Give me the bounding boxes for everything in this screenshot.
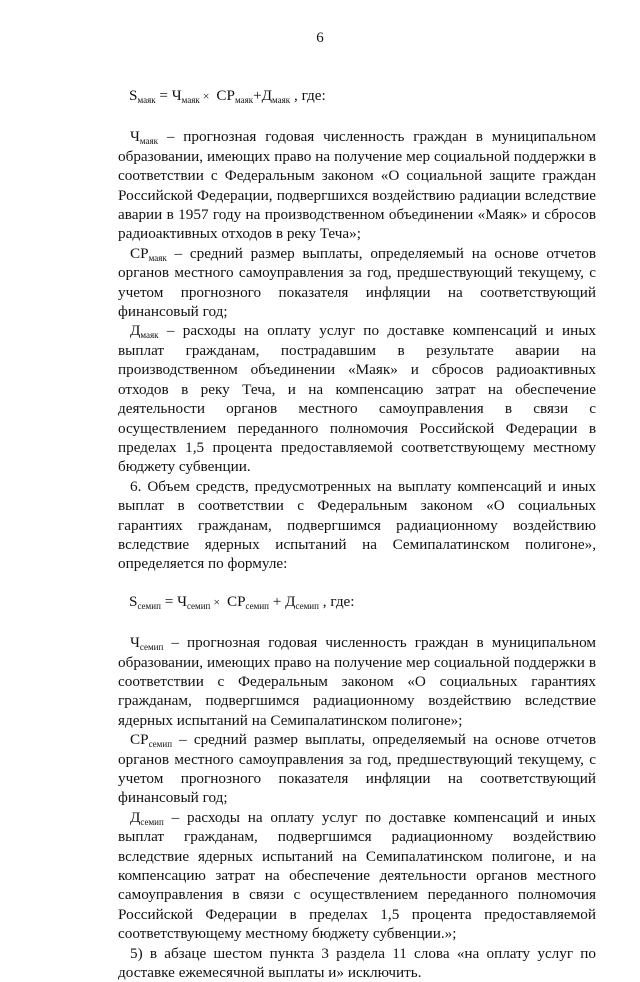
- definition-text: – средний размер выплаты, определяемый на основе отчетов органов местного самоуправления за год, предшествующий текущему, с учетом прогнозного показателя инфляции на соответствующий финансовый год;: [118, 731, 596, 807]
- definition-symbol-sub: маяк: [139, 136, 159, 147]
- formula-term3-sub: маяк: [272, 95, 291, 105]
- paragraph-item-6: 6. Объем средств, предусмотренных на выплату компенсаций и иных выплат в соответствии с Федеральным законом «О социальных гарантиях гражданам, подвергшимся радиационному воздействию вследствие ядерных испытаний на Семипалатинском полигоне», определяется по формуле:: [118, 477, 596, 573]
- formula-term1-sub: маяк: [181, 95, 200, 105]
- definition-symbol: Д: [130, 808, 141, 826]
- formula-term1-sub: семип: [186, 600, 211, 611]
- formula-plus: +: [253, 87, 262, 104]
- formula-eq: =: [160, 592, 178, 610]
- formula-term1: Ч: [177, 592, 187, 610]
- definition-symbol: Ч: [130, 128, 140, 146]
- definition-text: – средний размер выплаты, определяемый на основе отчетов органов местного самоуправления за год, предшествующий текущему, с учетом прогнозного показателя инфляции на соответствующий финансовый год;: [118, 244, 596, 321]
- formula-lhs-sub: маяк: [137, 95, 156, 105]
- formula-lhs: S: [129, 87, 138, 104]
- formula-lhs: S: [129, 592, 138, 610]
- definition-text: – расходы на оплату услуг по доставке компенсаций и иных выплат гражданам, пострадавшим в результате аварии на производственном объединении «Маяк» и сбросов радиоактивных отходов в реку Теча, и на компенсацию затрат на обеспечение деятельности органов местного самоуправления в связи с осуществлением переданного полномочия Российской Федерации в пределах 1,5 процента предоставляемой соответствующему местному бюджету субвенции.: [118, 322, 596, 476]
- definition-symbol-sub: маяк: [140, 330, 159, 341]
- paragraph-item-5: 5) в абзаце шестом пункта 3 раздела 11 слова «на оплату услуг по доставке ежемесячной выплаты и» исключить.: [118, 944, 596, 982]
- formula-semip: [129, 592, 596, 612]
- definition-symbol: СР: [130, 244, 149, 262]
- definition-symbol-sub: семип: [148, 739, 173, 750]
- definition-symbol-sub: семип: [139, 642, 164, 653]
- definition-text: – расходы на оплату услуг по доставке компенсаций и иных выплат гражданам, подвергшимся радиационному воздействию вследствие ядерных испытаний на Семипалатинском полигоне, и на компенсацию затрат на обеспечение деятельности органов местного самоуправления в связи с осуществлением переданного полномочия Российской Федерации в пределах 1,5 процента предоставляемой соответствующему местному бюджету субвенции.»;: [118, 808, 596, 943]
- formula-term2: СР: [212, 87, 235, 104]
- definition-symbol: СР: [130, 731, 149, 749]
- definition-symbol-sub: маяк: [148, 252, 167, 263]
- definition-symbol: Ч: [130, 634, 140, 652]
- definition-ch-semip: [118, 633, 596, 730]
- definition-sr-semip: [118, 730, 596, 808]
- page-number: 6: [316, 30, 324, 46]
- formula-term2-sub: маяк: [234, 95, 254, 105]
- formula-term3: Д: [285, 592, 296, 610]
- definition-text: – прогнозная годовая численность граждан в муниципальном образовании, имеющих право на получение мер социальной поддержки в соответствии с Федеральным законом «О социальной защите граждан Российской Федерации, подвергшихся воздействию радиации вследствие аварии в 1957 году на производственном объединении «Маяк» и сбросов радиоактивных отходов в реку Теча»;: [118, 128, 596, 243]
- formula-times: ×: [213, 594, 221, 609]
- formula-lhs-sub: семип: [137, 600, 161, 611]
- definition-symbol: Д: [130, 322, 141, 340]
- formula-tail: , где:: [290, 87, 326, 104]
- formula-mayak: [129, 86, 596, 106]
- definition-text: – прогнозная годовая численность граждан в муниципальном образовании, имеющих право на получение мер социальной поддержки в соответствии с Федеральным законом «О социальных гарантиях гражданам, подвергшимся радиационному воздействию вследствие ядерных испытаний на Семипалатинском полигоне»;: [118, 634, 596, 729]
- definition-sr-mayak: [118, 244, 596, 322]
- definition-symbol-sub: семип: [140, 816, 164, 827]
- definition-ch-mayak: [118, 127, 596, 243]
- formula-eq: =: [155, 87, 172, 104]
- formula-times: ×: [202, 89, 210, 103]
- document-body: [118, 86, 596, 982]
- formula-term3: Д: [261, 87, 273, 104]
- formula-plus: +: [268, 592, 286, 610]
- formula-term2-sub: семип: [245, 600, 269, 611]
- formula-tail: , где:: [318, 592, 355, 610]
- formula-term3-sub: семип: [295, 600, 319, 611]
- definition-d-mayak: [118, 321, 596, 476]
- formula-term2: СР: [223, 592, 246, 610]
- definition-d-semip: [118, 808, 596, 944]
- formula-term1: Ч: [171, 87, 182, 104]
